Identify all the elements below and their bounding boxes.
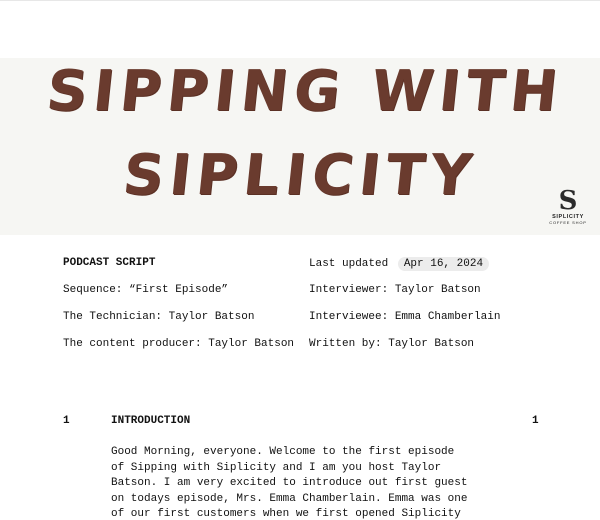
- last-updated-date-chip[interactable]: Apr 16, 2024: [398, 257, 489, 271]
- banner-title-line2: SIPLICITY: [119, 143, 481, 208]
- doc-type: PODCAST SCRIPT: [63, 257, 156, 269]
- scene-number-right: 1: [532, 415, 539, 427]
- technician: The Technician: Taylor Batson: [63, 311, 255, 323]
- body-line: on todays episode, Mrs. Emma Chamberlain. Emma was one: [111, 492, 468, 505]
- scene-heading: INTRODUCTION: [111, 415, 191, 427]
- brand-logo: [548, 186, 588, 225]
- brand-subtitle: COFFEE SHOP: [549, 220, 587, 225]
- banner-title-line1: SIPPING WITH: [43, 59, 567, 124]
- meta-row-3: [0, 311, 600, 331]
- scene-body: [111, 445, 521, 520]
- interviewee: Interviewee: Emma Chamberlain: [309, 311, 501, 323]
- content-producer: The content producer: Taylor Batson: [63, 338, 295, 350]
- page-top-margin: [0, 0, 600, 58]
- meta-row-2: [0, 284, 600, 304]
- header-banner: [0, 58, 600, 235]
- interviewer: Interviewer: Taylor Batson: [309, 284, 481, 296]
- meta-row-1: [0, 257, 600, 277]
- body-line: of our first customers when we first opened Siplicity: [111, 508, 461, 520]
- brand-name: SIPLICITY: [552, 214, 584, 220]
- body-line: Good Morning, everyone. Welcome to the first episode: [111, 446, 455, 458]
- body-line: Batson. I am very excited to introduce out first guest: [111, 477, 468, 489]
- last-updated-label: Last updated: [309, 258, 389, 270]
- brand-logo-icon: S: [558, 186, 578, 216]
- written-by: Written by: Taylor Batson: [309, 338, 475, 350]
- meta-row-4: [0, 338, 600, 358]
- scene-number-left: 1: [63, 415, 70, 427]
- body-line: of Sipping with Siplicity and I am you host Taylor: [111, 461, 442, 474]
- sequence: Sequence: “First Episode”: [63, 284, 229, 296]
- last-updated: [309, 257, 489, 271]
